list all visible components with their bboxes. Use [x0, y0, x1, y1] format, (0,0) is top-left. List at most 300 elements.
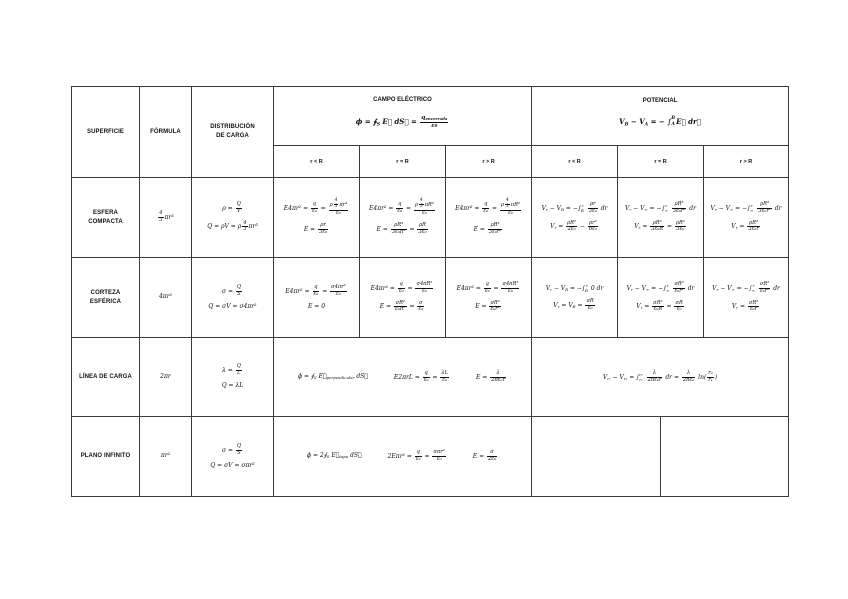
formula-text: q: [398, 200, 402, 207]
formula-text: =: [490, 204, 499, 212]
formula-text: ln(: [696, 373, 707, 381]
formula-line: [534, 116, 786, 128]
formula-line: [534, 283, 615, 293]
formula-line: [534, 371, 786, 384]
formula-text: B: [624, 122, 629, 128]
formula-text: E =: [475, 303, 489, 311]
fraction: [487, 450, 497, 463]
header-superficie-label: SUPERFICIE: [86, 128, 124, 135]
campo-merged: [274, 338, 532, 417]
lower-limit: [665, 208, 668, 213]
campo-merged: [274, 417, 532, 497]
lower-limit: [639, 377, 642, 382]
formula-text: 4: [505, 198, 509, 204]
formula-text: 3ε₀r²: [758, 207, 771, 214]
formula-text: =: [640, 223, 650, 231]
formula-text: = −∫: [733, 204, 751, 212]
formula-table: [71, 86, 789, 497]
campo-outside: [446, 258, 532, 338]
fraction-denominator: [650, 227, 664, 233]
fraction-denominator: [391, 230, 407, 236]
fraction-denominator: [420, 123, 448, 130]
fraction-denominator: [501, 289, 519, 295]
formula-text: 0 dr: [588, 284, 604, 292]
formula-text: σ: [419, 299, 423, 306]
formula-group: [369, 198, 436, 217]
header-formula-label: FÓRMULA: [150, 128, 181, 135]
fraction-denominator: [311, 209, 318, 215]
fraction: [482, 202, 489, 215]
formula-text: − V: [610, 373, 624, 381]
formula-text: ε₀: [397, 207, 403, 214]
formula-text: R: [565, 286, 569, 292]
formula-text: [669, 205, 671, 212]
campo-surface: [360, 258, 446, 338]
formula-text: ∞: [729, 206, 734, 212]
formula-group: [625, 200, 696, 214]
formula-group: [161, 452, 170, 459]
fraction: [682, 371, 695, 384]
formula-group: [710, 200, 782, 214]
formula-line: [388, 450, 447, 463]
formula-text: [644, 374, 646, 381]
formula-text: r: [630, 286, 633, 292]
area-formula: [140, 258, 192, 338]
formula-text: ∞: [666, 288, 670, 294]
header-distribucion: [192, 87, 274, 178]
fraction-denominator: [415, 457, 422, 463]
fraction: [566, 221, 577, 234]
formula-text: q: [484, 200, 488, 207]
formula-text: σ =: [221, 446, 235, 454]
formula-group: [298, 373, 368, 380]
formula-line: [362, 223, 443, 236]
formula-text: σR²: [759, 280, 770, 287]
formula-line: [706, 301, 786, 314]
header-distribucion-line-2: DE CARGA: [216, 133, 249, 139]
formula-text: σR: [675, 299, 683, 306]
formula-group: [329, 198, 348, 210]
formula-group: [208, 303, 256, 310]
formula-text: tapa: [339, 454, 349, 460]
formula-text: ε₀r²: [674, 287, 684, 294]
formula-text: λ: [686, 369, 691, 376]
formula-group: [221, 442, 243, 456]
row-corteza-esferica: [72, 258, 789, 338]
potencial-range-inside: r < R: [532, 146, 618, 178]
formula-text: ρ =: [222, 204, 235, 212]
formula-text: R: [580, 208, 584, 214]
formula-line: [620, 221, 701, 234]
formula-line: [194, 364, 271, 377]
fraction-denominator: [330, 292, 347, 298]
formula-line: [276, 285, 357, 298]
formula-text: r: [554, 225, 557, 231]
formula-text: 3ε₀: [319, 228, 328, 235]
formula-text: σR²: [674, 280, 684, 287]
formula-text: =: [642, 303, 652, 311]
formula-text: 3ε₀R: [651, 226, 664, 233]
formula-text: E =: [376, 225, 390, 233]
formula-text: dr: [598, 204, 608, 212]
subscript: [327, 375, 355, 380]
fraction-denominator: [489, 307, 500, 313]
fraction-denominator: [482, 209, 489, 215]
integral-limits: [639, 372, 642, 382]
fraction-denominator: [490, 378, 506, 384]
formula-text: 3ε₀r²: [672, 207, 686, 214]
formula-text: ε₀: [336, 210, 341, 217]
formula-text: ε₀: [587, 305, 593, 312]
formula-line: [298, 374, 368, 381]
campo-range-inside: r < R: [274, 146, 360, 178]
formula-text: ε₀: [336, 290, 341, 297]
formula-text: 3ε₀: [588, 207, 597, 214]
formula-text: = −∫: [649, 284, 667, 292]
formula-text: ε₀r²: [490, 306, 500, 313]
fraction: [313, 285, 320, 298]
formula-text: = ∫: [627, 373, 640, 381]
fraction-denominator: [757, 209, 772, 215]
formula-text: σ4πR²: [502, 280, 519, 287]
surface-label-line-1: LÍNEA DE CARGA: [79, 373, 132, 380]
formula-text: E4πr² =: [283, 204, 311, 212]
fraction: [588, 221, 598, 234]
formula-text: ε₀: [484, 287, 490, 294]
fraction: [585, 299, 594, 312]
formula-text: Q: [236, 442, 242, 449]
formula-line: [448, 301, 529, 314]
formula-group: [376, 222, 428, 235]
formula-group: [379, 299, 426, 313]
fraction-denominator: [318, 230, 328, 236]
formula-text: V: [636, 303, 641, 311]
formula-text: πr³: [164, 214, 174, 221]
formula-line: [534, 299, 615, 312]
formula-text: r: [550, 286, 552, 292]
formula-text: 6ε₀: [588, 226, 597, 233]
fraction: [158, 211, 163, 224]
fraction: [398, 282, 405, 295]
formula-group: [731, 219, 761, 233]
fraction: [647, 371, 663, 384]
formula-text: πr²: [160, 452, 171, 460]
fraction: [415, 282, 433, 295]
fraction-denominator: [487, 457, 497, 463]
formula-text: E⃗: [329, 452, 340, 460]
formula-text: = −∫: [563, 204, 581, 212]
formula-text: = − ∫: [648, 117, 672, 126]
potencial-surface: [618, 178, 704, 258]
fraction-denominator: [488, 230, 503, 236]
formula-text: r: [750, 203, 753, 209]
fraction-denominator: [158, 218, 163, 224]
formula-text: V: [236, 207, 241, 214]
formula-group: [221, 283, 243, 297]
surface-label-line-1: ESFERA: [93, 209, 118, 216]
formula-group: [222, 363, 243, 377]
formula-text: ρR³: [394, 222, 404, 229]
fraction-denominator: [484, 289, 491, 295]
fraction-denominator: [647, 378, 663, 384]
campo-range-surface: r = R: [360, 146, 446, 178]
fraction-denominator: [394, 307, 407, 313]
fraction-denominator: [588, 209, 598, 215]
formula-group: [636, 299, 685, 313]
formula-text: E =: [473, 225, 487, 233]
formula-group: [157, 210, 174, 223]
surface-label-line-1: CORTEZA: [90, 289, 121, 296]
formula-text: q: [399, 280, 403, 287]
formula-text: E =: [303, 225, 318, 233]
formula-line: [194, 304, 271, 311]
formula-text: dS⃗: [348, 452, 362, 460]
formula-text: r₂: [623, 375, 628, 381]
formula-text: 4πr²: [158, 293, 173, 301]
formula-text: =: [491, 284, 501, 292]
formula-text: 3ε₀R²: [391, 228, 406, 235]
formula-group: [159, 293, 172, 300]
formula-text: ε₀r: [749, 306, 758, 313]
formula-text: V: [731, 303, 737, 311]
formula-text: E =: [379, 303, 393, 311]
formula-text: L: [237, 370, 241, 377]
formula-text: r: [735, 225, 738, 231]
fraction-denominator: [500, 211, 521, 217]
potencial-empty: [532, 417, 789, 497]
formula-group: [308, 303, 325, 310]
fraction: [417, 223, 427, 236]
formula-line: [534, 221, 615, 234]
formula-text: ε₀R²: [394, 306, 406, 313]
formula-line: [534, 202, 615, 215]
formula-text: q: [312, 200, 317, 207]
fraction: [488, 223, 503, 236]
fraction-denominator: [675, 227, 686, 233]
formula-text: Q = σV = σπr²: [210, 461, 255, 469]
formula-line: [276, 115, 529, 130]
formula-text: σ4πR²: [416, 280, 433, 287]
fraction-denominator: [236, 371, 242, 377]
formula-line: [620, 202, 701, 215]
integral-limits: [581, 203, 584, 213]
formula-group: [414, 198, 434, 210]
formula-group: [500, 198, 520, 210]
fraction-denominator: [417, 230, 427, 236]
fraction-denominator: [682, 378, 695, 384]
formula-text: 4: [159, 210, 163, 217]
formula-text: 4: [419, 198, 423, 204]
formula-text: ρ: [500, 202, 504, 209]
formula-line: [142, 211, 189, 224]
fraction-denominator: [432, 457, 445, 463]
formula-text: =: [407, 303, 417, 311]
formula-text: r₁: [639, 377, 643, 382]
lower-limit: [750, 208, 753, 213]
formula-line: [194, 285, 271, 298]
formula-text: ε₀: [483, 207, 489, 214]
formula-text: 2Eπr² =: [387, 453, 414, 460]
formula-text: E =: [472, 453, 487, 460]
potencial-surface: [618, 258, 704, 338]
fraction: [420, 115, 448, 130]
formula-text: 3ε₀r: [748, 226, 759, 233]
formula-text: r: [545, 206, 548, 212]
formula-text: σ4πr²: [331, 283, 346, 290]
formula-text: λ: [652, 369, 657, 376]
formula-text: Q: [236, 200, 241, 207]
formula-text: S: [376, 122, 380, 128]
formula-text: πR³: [424, 202, 434, 209]
formula-text: E4πr² =: [455, 204, 482, 212]
formula-text: ρr²: [589, 219, 597, 226]
potencial-outside: [704, 258, 789, 338]
lower-limit: [666, 288, 669, 293]
formula-text: Q = ρV = ρ: [207, 223, 242, 231]
formula-text: ρr: [320, 222, 326, 229]
formula-text: V: [550, 223, 555, 231]
formula-text: E4πr² =: [369, 204, 396, 212]
formula-text: R: [560, 206, 564, 212]
formula-group: [619, 117, 701, 126]
formula-text: λ: [496, 369, 500, 376]
formula-line: [620, 282, 701, 295]
fraction-denominator: [242, 227, 247, 233]
formula-text: ε₀: [431, 121, 438, 129]
formula-text: =: [318, 204, 328, 212]
formula-line: [142, 374, 189, 381]
formula-text: Q: [236, 283, 242, 290]
header-row: [72, 87, 789, 146]
formula-text: ε₀: [398, 287, 404, 294]
formula-text: ρ: [329, 202, 333, 209]
formula-text: 2πr: [160, 372, 171, 380]
potencial-range-surface: r = R: [618, 146, 704, 178]
formula-line: [194, 383, 271, 390]
formula-text: q: [314, 283, 318, 290]
formula-text: V: [731, 223, 736, 231]
formula-text: ε₀: [676, 306, 682, 313]
formula-text: R: [585, 288, 588, 294]
formula-text: ε₀: [508, 287, 513, 294]
formula-text: σ: [490, 449, 494, 456]
surface-label: [72, 258, 140, 338]
surface-label-line-1: PLANO INFINITO: [80, 453, 131, 459]
formula-line: [142, 294, 189, 301]
fraction: [419, 199, 424, 210]
formula-text: =: [407, 225, 417, 233]
fraction: [236, 285, 242, 298]
formula-text: = V: [559, 302, 573, 310]
formula-text: −: [578, 223, 587, 231]
formula-text: r: [581, 203, 584, 209]
formula-text: =: [422, 453, 432, 460]
formula-text: σR²: [748, 299, 759, 306]
formula-group: [355, 113, 450, 129]
formula-text: [756, 285, 758, 292]
fraction: [334, 199, 339, 210]
formula-line: [476, 371, 507, 384]
formula-text: r: [585, 283, 588, 289]
formula-text: πr³: [248, 223, 258, 231]
fraction: [236, 202, 242, 215]
integral-limits: [665, 203, 668, 213]
formula-text: ϕ = 2∮: [306, 452, 327, 460]
formula-text: V: [710, 204, 715, 212]
fraction-denominator: [585, 306, 594, 312]
charge-distribution: [192, 417, 274, 497]
formula-line: [362, 282, 443, 295]
formula-text: R: [572, 304, 576, 310]
formula-text: r: [736, 305, 739, 311]
formula-text: = −∫: [734, 284, 752, 292]
formula-text: 2πε₀r: [647, 376, 662, 383]
formula-text: ε₀: [415, 456, 421, 462]
formula-text: V: [712, 284, 717, 292]
formula-text: r: [640, 305, 643, 311]
fraction-denominator: [673, 289, 684, 295]
formula-text: E⃗: [316, 372, 327, 380]
formula-text: dr: [771, 284, 780, 292]
formula-line: [448, 223, 529, 236]
potencial-merged: [532, 338, 789, 417]
formula-text: ε₀: [422, 210, 427, 217]
formula-text: =: [575, 302, 585, 310]
formula-text: ρR³: [490, 222, 500, 229]
formula-text: 3ε₀: [676, 226, 685, 233]
fraction: [394, 301, 407, 314]
formula-text: E = 0: [307, 302, 326, 310]
fraction: [242, 221, 247, 234]
fraction-denominator: [313, 292, 320, 298]
formula-text: ρR³: [749, 219, 758, 226]
formula-text: q: [416, 449, 420, 456]
formula-line: [448, 282, 529, 295]
formula-line: [706, 221, 786, 234]
row-plano-infinito: [72, 417, 789, 497]
formula-group: [550, 219, 599, 233]
fraction-denominator: [674, 307, 683, 313]
campo-expressions: [276, 371, 529, 384]
formula-line: [362, 301, 443, 314]
formula-text: V: [634, 223, 639, 231]
formula-line: [448, 199, 529, 217]
formula-text: E4πr² =: [456, 284, 483, 292]
integral-limits: [671, 116, 675, 128]
formula-text: − V: [547, 204, 561, 212]
fraction: [675, 221, 686, 234]
fraction: [505, 199, 510, 210]
formula-group: [387, 449, 447, 462]
campo-range-outside: r > R: [446, 146, 532, 178]
lower-limit: [752, 288, 755, 293]
formula-group: [456, 280, 521, 294]
fraction: [672, 202, 687, 215]
formula-text: Q = σV = σ4πr²: [208, 302, 257, 310]
formula-text: σR²: [653, 299, 663, 306]
formula-text: S: [237, 449, 241, 456]
formula-text: ϕ = ∮: [355, 117, 377, 126]
subscript: [425, 116, 447, 121]
fraction-denominator: [236, 209, 242, 215]
formula-group: [634, 219, 687, 233]
formula-text: E =: [475, 373, 490, 381]
fraction: [707, 371, 713, 384]
campo-expressions: [276, 450, 529, 463]
formula-text: 4: [334, 198, 338, 204]
integral-limits: [750, 203, 753, 213]
formula-text: σR²: [395, 299, 405, 306]
